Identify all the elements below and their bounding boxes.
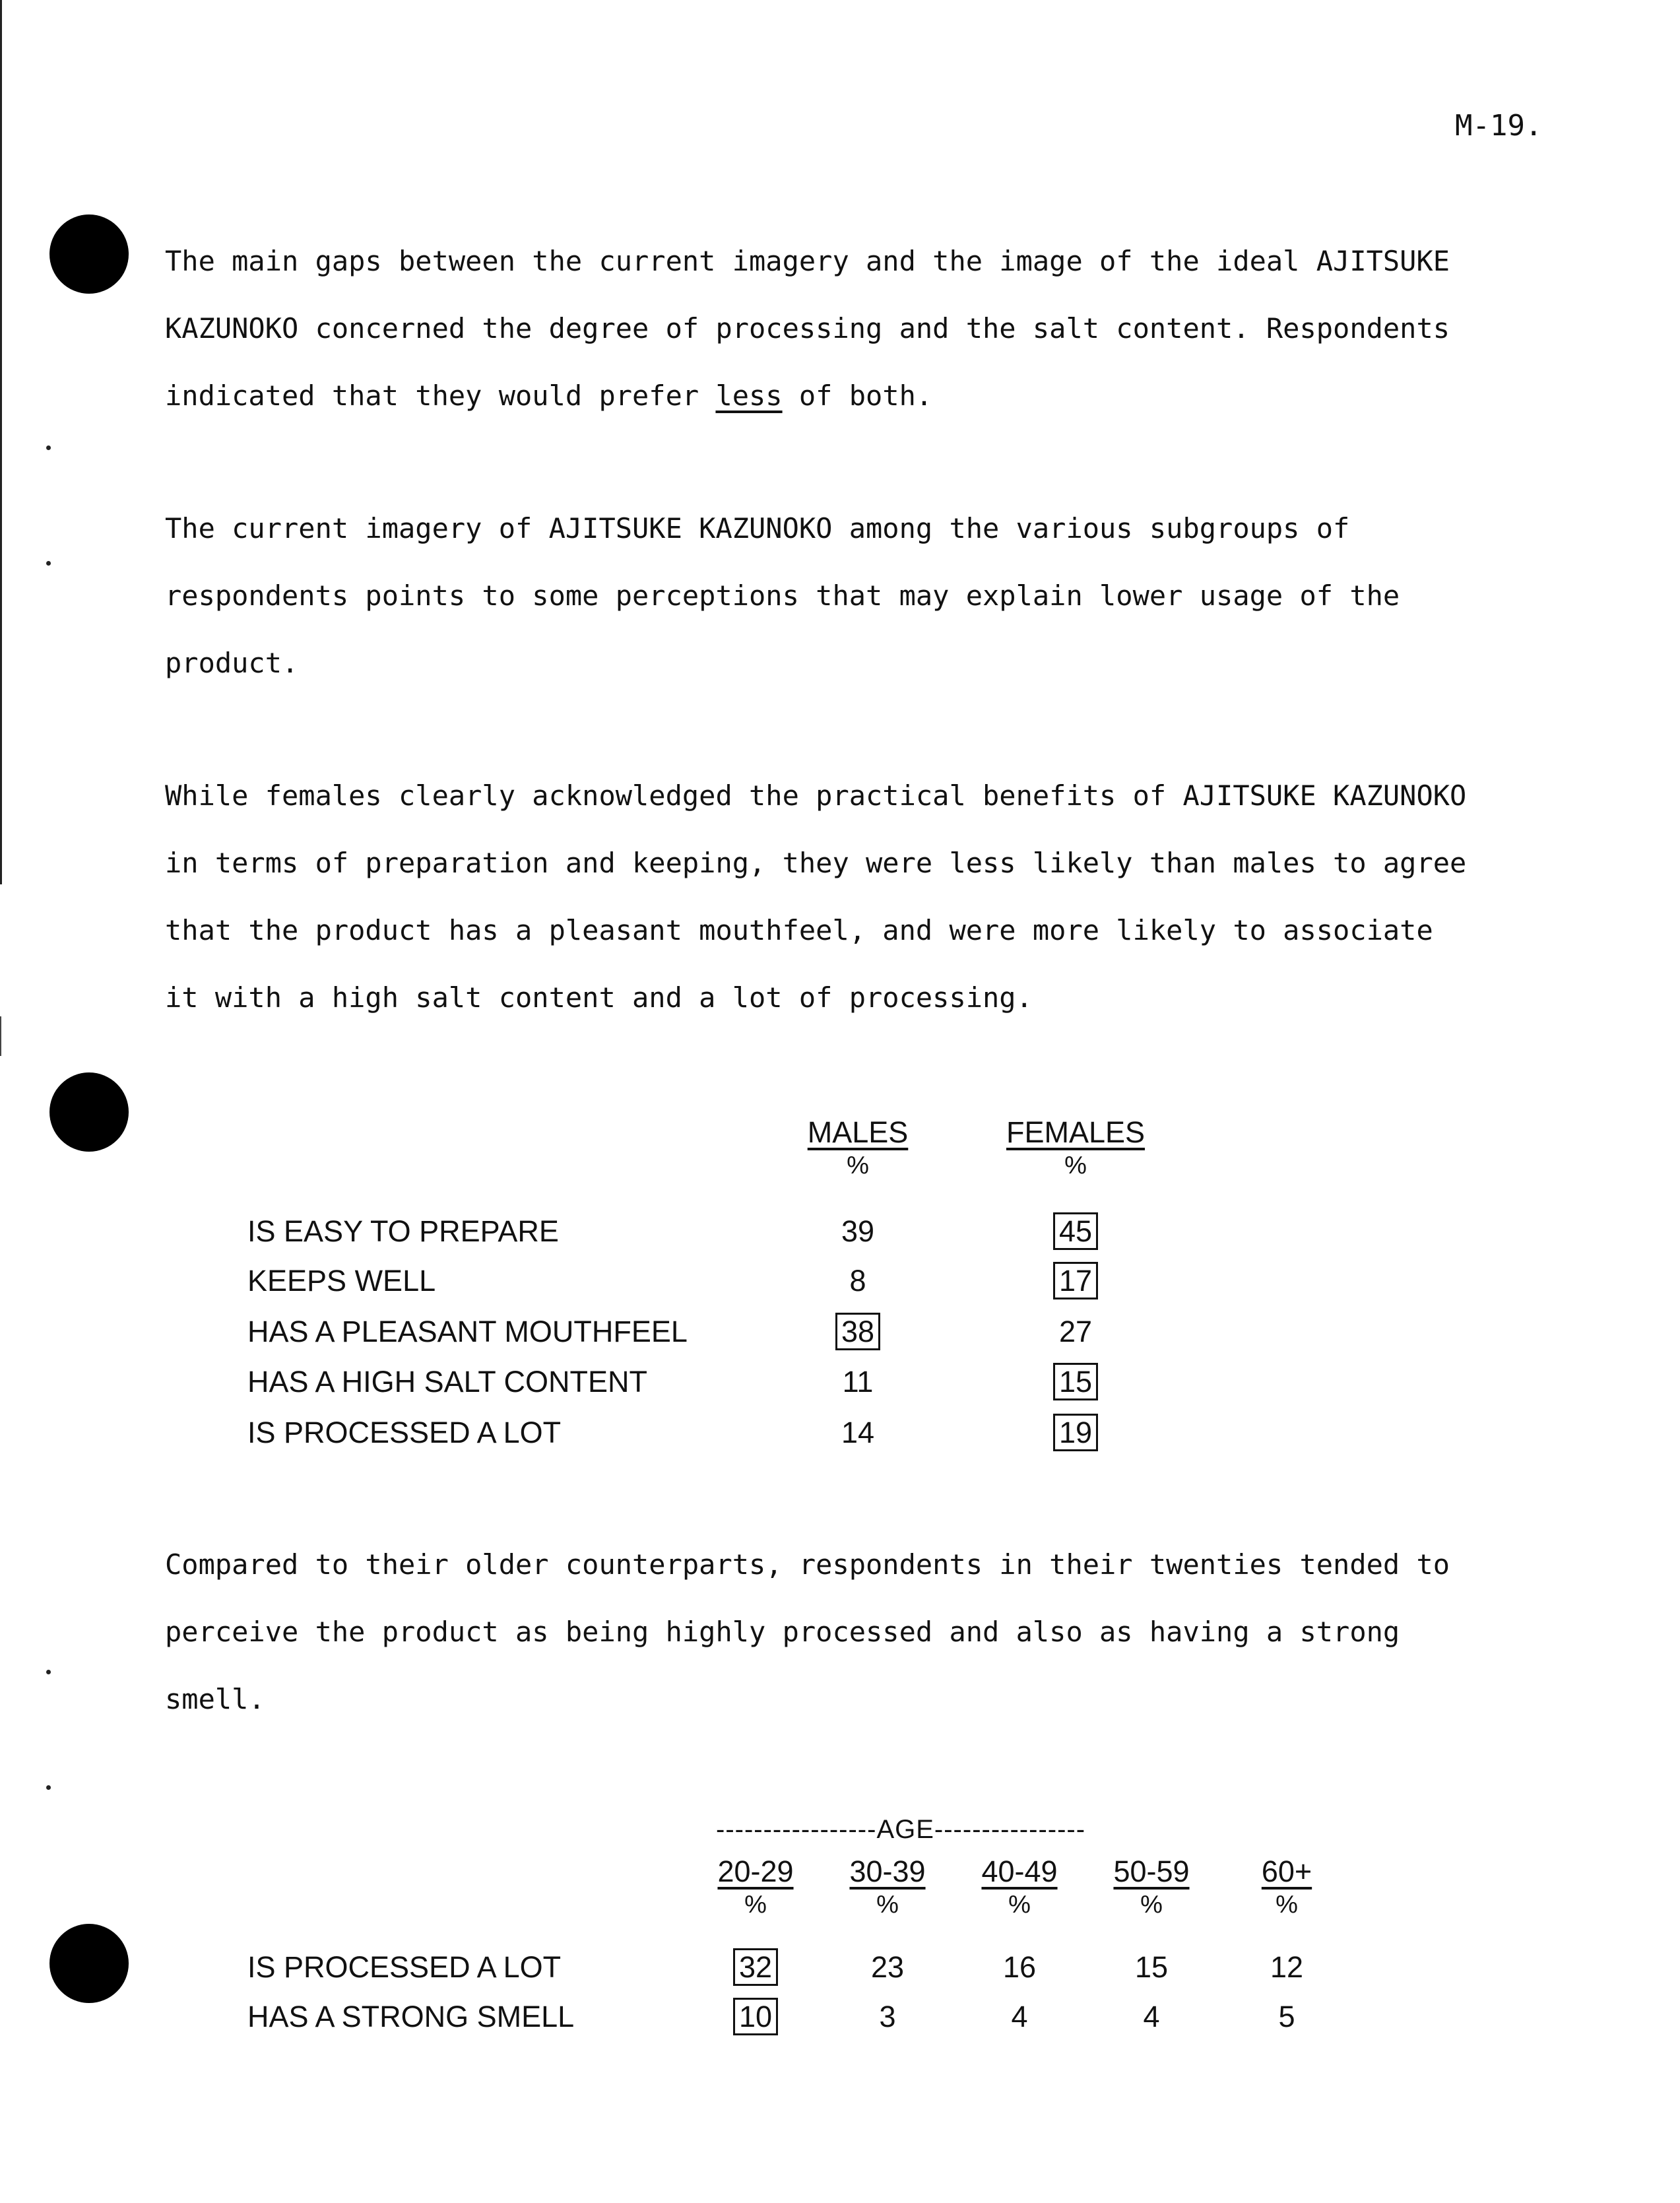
punch-hole — [49, 1072, 129, 1152]
punch-hole — [49, 1924, 129, 2003]
column-unit: % — [876, 1891, 899, 1919]
paragraph-age: Compared to their older counterparts, respondents in their twenties tended to perceive the product as being highly processed and also as having a strong smell. — [165, 1548, 1450, 1715]
cell-age: 3 — [879, 2000, 896, 2033]
cell-males-highlighted: 38 — [792, 1315, 924, 1349]
paragraph-text: The main gaps between the current imagery and the image of the ideal AJITSUKE KAZUNOKO concerned the degree of processing and the salt content. Respondents indicated that they would prefer — [165, 245, 1450, 412]
column-header-age: 50-59 — [1113, 1855, 1190, 1888]
cell-females: 27 — [1058, 1315, 1093, 1348]
cell-age: 23 — [870, 1950, 905, 1984]
page-left-edge — [0, 0, 2, 884]
cell-females-highlighted: 45 — [1003, 1214, 1148, 1249]
row-label: IS EASY TO PREPARE — [247, 1214, 559, 1248]
cell-age: 15 — [1134, 1950, 1169, 1984]
punch-hole — [49, 214, 129, 294]
cell-males: 39 — [841, 1214, 875, 1248]
row-label: KEEPS WELL — [247, 1264, 436, 1298]
column-unit: % — [1008, 1891, 1031, 1919]
cell-males: 11 — [842, 1365, 874, 1398]
cell-age: 5 — [1278, 2000, 1295, 2033]
speck — [46, 1785, 51, 1790]
column-header-age: 30-39 — [849, 1855, 926, 1888]
cell-females-highlighted: 19 — [1003, 1416, 1148, 1450]
row-label: HAS A PLEASANT MOUTHFEEL — [247, 1315, 688, 1348]
column-header-age: 40-49 — [981, 1855, 1058, 1888]
cell-age: 12 — [1270, 1950, 1304, 1984]
cell-females-highlighted: 15 — [1003, 1365, 1148, 1399]
column-header-age: 60+ — [1261, 1855, 1312, 1888]
column-unit: % — [1064, 1152, 1087, 1179]
row-label: IS PROCESSED A LOT — [247, 1950, 562, 1984]
cell-females-highlighted: 17 — [1003, 1264, 1148, 1298]
paragraph-text: of both. — [782, 379, 933, 412]
cell-age: 16 — [1002, 1950, 1037, 1984]
column-unit: % — [744, 1891, 767, 1919]
cell-males: 8 — [849, 1264, 866, 1298]
paragraph-gaps — [165, 228, 1518, 430]
cell-age-highlighted: 10 — [709, 2000, 802, 2034]
emphasis-less: less — [715, 379, 783, 412]
column-unit: % — [847, 1152, 869, 1179]
column-unit: % — [1276, 1891, 1298, 1919]
cell-age: 4 — [1011, 2000, 1028, 2033]
cell-age: 4 — [1143, 2000, 1160, 2033]
speck — [46, 1670, 51, 1674]
column-header-males: MALES — [807, 1115, 909, 1149]
row-label: IS PROCESSED A LOT — [247, 1416, 562, 1449]
row-label: HAS A STRONG SMELL — [247, 2000, 575, 2033]
age-band-header: -----------------AGE---------------- — [716, 1815, 1086, 1844]
speck — [46, 561, 51, 566]
speck — [46, 445, 51, 450]
column-header-females: FEMALES — [1006, 1115, 1146, 1149]
paragraph-females: While females clearly acknowledged the practical benefits of AJITSUKE KAZUNOKO in terms of preparation and keeping, they were less likely than males to agree that the product has a pleasant mouthfeel, and were more likely to associate it with a high salt content and a lot of processing. — [165, 779, 1467, 1014]
row-label: HAS A HIGH SALT CONTENT — [247, 1365, 647, 1398]
page-number: M-19. — [1455, 109, 1543, 143]
cell-males: 14 — [841, 1416, 875, 1449]
column-header-age: 20-29 — [717, 1855, 794, 1888]
cell-age-highlighted: 32 — [709, 1950, 802, 1985]
paragraph-subgroups: The current imagery of AJITSUKE KAZUNOKO among the various subgroups of respondents points to some perceptions that may explain lower usage of the product. — [165, 512, 1400, 679]
page-left-edge-fragment — [0, 1016, 1, 1056]
column-unit: % — [1140, 1891, 1163, 1919]
